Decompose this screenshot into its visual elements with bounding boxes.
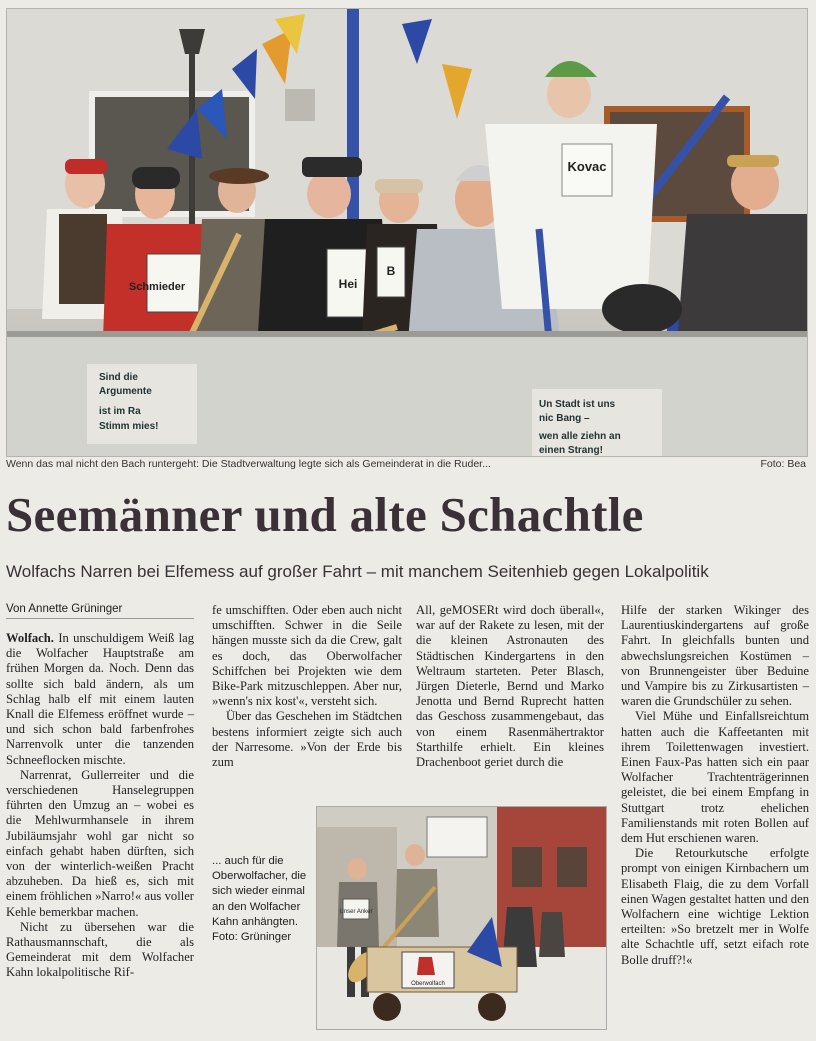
svg-text:Sind die: Sind die xyxy=(99,372,138,383)
svg-text:Schmieder: Schmieder xyxy=(128,281,186,293)
paragraph: Über das Geschehen im Städtchen bestens informiert zeigte sich auch der Narresome. »Von der Erde bis zum xyxy=(212,709,402,770)
paragraph: Hilfe der starken Wikinger des Laurentiuskindergartens auf große Fahrt. In gleichfalls bunten und abwechslungsreichen Kostümen – von Brunnengeister über Beduine und Vampire bis zu Zirkusartisten – waren die Grundschüler zu sehen. xyxy=(621,603,809,709)
headline: Seemänner und alte Schachtle xyxy=(6,487,644,542)
paragraph: All, geMOSERt wird doch überall«, war auf der Rakete zu lesen, mit der die kleinen Astronauten des Städtischen Kindergartens in den Weltraum starteten. Peter Blasch, Jürgen Dieterle, Bernd und Marko Jenotta und Bernd Ruprecht hatten das Geschoss zusammengebaut, das von einem Rasenmähertraktor Starthilfe erhielt. Ein kleines Drachenboot geriet durch die xyxy=(416,603,604,770)
paragraph: Die Retourkutsche erfolgte prompt von einigen Kirnbachern um Elisabeth Flaig, die zu dem Vorfall einen Wagen gestaltet hatten und den Wolfachern eine wichtige Lektion erteilten: »So bretzelt mer in Wolfe alte Schachtle uff, setzt eifach rote Bolle druff?!« xyxy=(621,846,809,967)
svg-text:Stimm mies!: Stimm mies! xyxy=(99,421,159,432)
dateline: Wolfach. xyxy=(6,631,54,645)
inset-photo xyxy=(316,806,607,1030)
svg-text:nic Bang –: nic Bang – xyxy=(539,413,590,424)
inset-person-sign: Unser Anker xyxy=(339,909,373,915)
svg-text:Kovac: Kovac xyxy=(567,159,607,174)
top-photo-illustration xyxy=(7,9,807,456)
svg-text:einen Strang!: einen Strang! xyxy=(539,445,603,456)
article-column-2 xyxy=(212,603,402,770)
paragraph xyxy=(6,631,194,768)
top-photo xyxy=(6,8,808,457)
svg-text:Argumente: Argumente xyxy=(99,386,152,397)
inset-photo-caption: ... auch für die Oberwolfacher, die sich wieder einmal an den Wolfacher Kahn anhängten. Foto: Grüninger xyxy=(212,855,307,944)
paragraph-text: In unschuldigem Weiß lag die Wolfacher Hauptstraße am frühen Morgen da. Noch. Denn das sollte sich bald ändern, als um Schlag halb elf mit einem lauten Knall die Elfemess eröffnet wurde – und sich schon bald farbenfrohes Narrenvolk unter die tanzenden Schneeflocken mischte. xyxy=(6,631,194,767)
svg-text:wen alle ziehn an: wen alle ziehn an xyxy=(539,431,621,442)
paragraph: Narrenrat, Gullerreiter und die verschiedenen Hanselegruppen führten den Umzug an – wobei es die Mehlwurmhansele in ihrem Jubiläumsjahr wohl gar nicht so einfach gehabt haben dürften, sich von der winterlich-weißen Pracht abzuheben. Da hieß es, sich mit einem fröhlichen »Narro!« aus voller Kehle bemerkbar machen. xyxy=(6,767,194,919)
byline: Von Annette Grüninger xyxy=(6,603,194,619)
paragraph: fe umschifften. Oder eben auch nicht umschifften. Schwer in die Seile hängen musste sich da die Crew, galt es doch, das Oberwolfacher Schiffchen bei Projekten wie dem Bike-Park mitzuschleppen. Aber nur, »wenn's nix kost'«, versteht sich. xyxy=(212,603,402,709)
top-photo-caption xyxy=(6,458,806,474)
inset-cart-sign: Oberwolfach xyxy=(411,981,445,987)
paragraph: Viel Mühe und Einfallsreichtum hatten auch die Kaffeetanten mit ihrem Toilettenwagen investiert. Einen Faux-Pas hatten sich ein paar Wolfacher Trachtenträgerinnen geleistet, die bei einem Empfang in Stuttgart trotz ehelichen Familienstands mit roten Bollen auf dem Hut erschienen waren. xyxy=(621,709,809,846)
inset-photo-illustration xyxy=(317,807,606,1029)
article-column-3 xyxy=(416,603,604,770)
svg-text:Un Stadt ist uns: Un Stadt ist uns xyxy=(539,399,616,410)
svg-text:Hei: Hei xyxy=(338,277,358,291)
svg-text:ist im Ra: ist im Ra xyxy=(99,406,141,417)
article-column-4 xyxy=(621,603,809,968)
top-photo-caption-text: Wenn das mal nicht den Bach runtergeht: Die Stadtverwaltung legte sich als Gemeinderat in die Ruder... xyxy=(6,458,491,470)
paragraph: Nicht zu übersehen war die Rathausmannschaft, die als Gemeinderat mit dem Wolfacher Kahn lokalpolitische Rif- xyxy=(6,919,194,980)
top-photo-credit: Foto: Bea xyxy=(760,458,806,470)
svg-text:B: B xyxy=(386,264,396,278)
subheadline: Wolfachs Narren bei Elfemess auf großer Fahrt – mit manchem Seitenhieb gegen Lokalpolitik xyxy=(6,562,709,581)
article-column-1 xyxy=(6,631,194,981)
